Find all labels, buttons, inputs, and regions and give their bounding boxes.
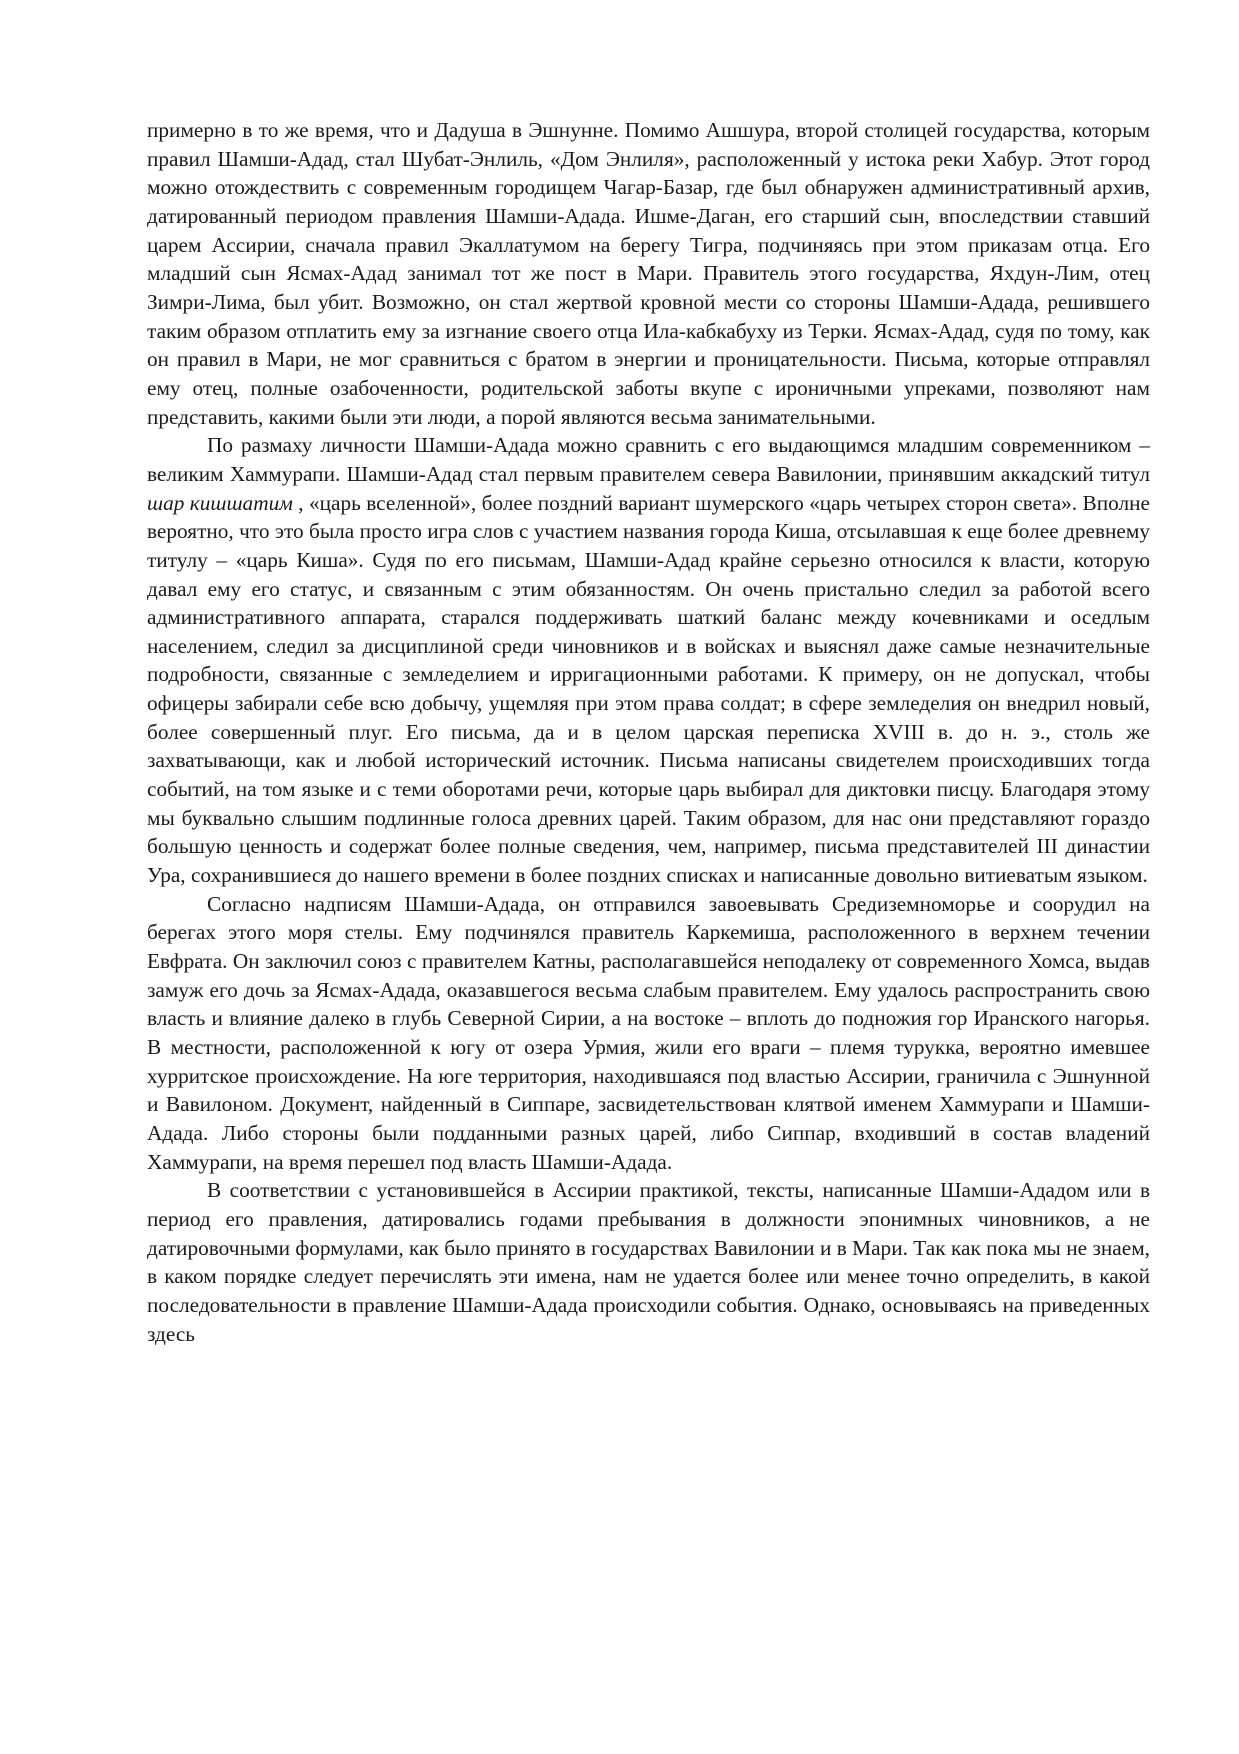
paragraph-4: В соответствии с установившейся в Ассирии практикой, тексты, написанные Шамши-Ададом или в период его правления, датировались годами пребывания в должности эпонимных чиновников, а не датировочными формулами, как было принято в государствах Вавилонии и в Мари. Так как пока мы не знаем, в каком порядке следует перечислять эти имена, нам не удается более или менее точно определить, в какой последовательности в правление Шамши-Адада происходили события. Однако, основываясь на приведенных здесь bbox=[147, 1178, 1150, 1346]
paragraph-2-text-b: , «царь вселенной», более поздний вариант шумерского «царь четырех сторон света». Вполне вероятно, что это была просто игра слов с участием названия города Киша, отсылавшая к еще более древнему титулу – «царь Киша». Судя по его письмам, Шамши-Адад крайне серьезно относился к власти, которую давал ему его статус, и связанным с этим обязанностям. Он очень пристально следил за работой всего административного аппарата, старался поддерживать шаткий баланс между кочевниками и оседлым населением, следил за дисциплиной среди чиновников и в войсках и выяснял даже самые незначительные подробности, связанные с земледелием и ирригационными работами. К примеру, он не допускал, чтобы офицеры забирали себе всю добычу, ущемляя при этом права солдат; в сфере земледелия он внедрил новый, более совершенный плуг. Его письма, да и в целом царская переписка XVIII в. до н. э., столь же захватывающи, как и любой исторический источник. Письма написаны свидетелем происходивших тогда событий, на том языке и с теми оборотами речи, которые царь выбирал для диктовки писцу. Благодаря этому мы буквально слышим подлинные голоса древних царей. Таким образом, для нас они представляют гораздо большую ценность и содержат более полные сведения, чем, например, письма представителей III династии Ура, сохранившиеся до нашего времени в более поздних списках и написанные довольно витиеватым языком. bbox=[147, 490, 1150, 888]
akkadian-title-italic: шар кишшатим bbox=[147, 490, 293, 515]
paragraph-2-text-a: По размаху личности Шамши-Адада можно сравнить с его выдающимся младшим современником – великим Хаммурапи. Шамши-Адад стал первым правителем севера Вавилонии, принявшим аккадский титул bbox=[147, 433, 1150, 486]
paragraph-2 bbox=[147, 431, 1150, 890]
paragraph-1: примерно в то же время, что и Дадуша в Эшнунне. Помимо Ашшура, второй столицей государства, которым правил Шамши-Адад, стал Шубат-Энлиль, «Дом Энлиля», расположенный у истока реки Хабур. Этот город можно отождествить с современным городищем Чагар-Базар, где был обнаружен административный архив, датированный периодом правления Шамши-Адада. Ишме-Даган, его старший сын, впоследствии ставший царем Ассирии, сначала правил Экаллатумом на берегу Тигра, подчиняясь при этом приказам отца. Его младший сын Ясмах-Адад занимал тот же пост в Мари. Правитель этого государства, Яхдун-Лим, отец Зимри-Лима, был убит. Возможно, он стал жертвой кровной мести со стороны Шамши-Адада, решившего таким образом отплатить ему за изгнание своего отца Ила-кабкабуху из Терки. Ясмах-Адад, судя по тому, как он правил в Мари, не мог сравниться с братом в энергии и проницательности. Письма, которые отправлял ему отец, полные озабоченности, родительской заботы вкупе с ироничными упреками, позволяют нам представить, какими были эти люди, а порой являются весьма занимательными. bbox=[147, 118, 1150, 429]
document-page bbox=[147, 116, 1150, 1348]
paragraph-3: Согласно надписям Шамши-Адада, он отправился завоевывать Средиземноморье и соорудил на берегах этого моря стелы. Ему подчинялся правитель Каркемиша, расположенного в верхнем течении Евфрата. Он заключил союз с правителем Катны, располагавшейся неподалеку от современного Хомса, выдав замуж его дочь за Ясмах-Адада, оказавшегося весьма слабым правителем. Ему удалось распространить свою власть и влияние далеко в глубь Северной Сирии, а на востоке – вплоть до подножия гор Иранского нагорья. В местности, расположенной к югу от озера Урмия, жили его враги – племя турукка, вероятно имевшее хурритское происхождение. На юге территория, находившаяся под властью Ассирии, граничила с Эшнунной и Вавилоном. Документ, найденный в Сиппаре, засвидетельствован клятвой именем Хаммурапи и Шамши-Адада. Либо стороны были подданными разных царей, либо Сиппар, входивший в состав владений Хаммурапи, на время перешел под власть Шамши-Адада. bbox=[147, 891, 1150, 1174]
